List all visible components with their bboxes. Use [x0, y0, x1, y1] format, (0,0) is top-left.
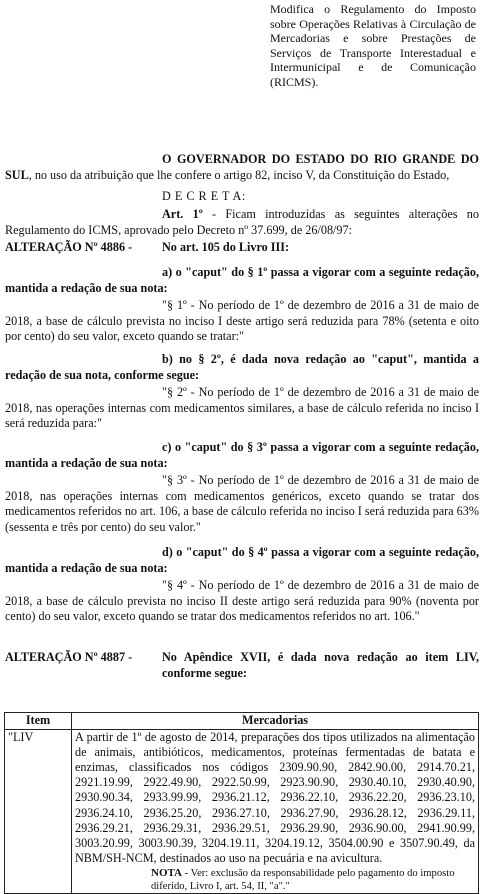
- decreta-heading: D E C R E T A:: [162, 189, 246, 203]
- alt1-title: No art. 105 do Livro III:: [162, 240, 290, 254]
- alt1-item-a-quote: "§ 1º - No período de 1º de dezembro de 2016 a 31 de maio de 2018, a base de cálculo prevista no inciso I deste artigo será reduzida para 78% (setenta e oito por cento) do seu valor, exceto quando se tratar:": [5, 298, 479, 343]
- table-header-row: [5, 713, 479, 730]
- alt1-item-b-quote: "§ 2º - No período de 1º de dezembro de 2016 a 31 de maio de 2018, nas operações internas com medicamentos similares, a base de cálculo referida no inciso I será reduzida para:": [5, 385, 479, 430]
- alt1-item-d-head: d) o "caput" do § 4º passa a vigorar com a seguinte redação, mantida a redação de sua nota:: [5, 545, 479, 575]
- col-header-item: Item: [5, 713, 72, 730]
- mercadorias-text: A partir de 1º de agosto de 2014, preparações dos tipos utilizados na alimentação de animais, antibióticos, medicamentos, proteínas fermentadas de batata e enzimas, classificados nos códigos 2309.90.90, 2842.90.00, 2914.70.21, 2921.19.99, 2922.49.90, 2922.50.99, 2923.90.90, 2930.40.10, 2930.40.90, 2930.90.34, 2933.99.99, 2936.21.12, 2936.22.10, 2936.22.20, 2936.23.10, 2936.24.10, 2936.25.20, 2936.27.10, 2936.27.90, 2936.28.12, 2936.29.11, 2936.29.21, 2936.29.31, 2936.29.51, 2936.29.90, 2936.90.00, 2941.90.99, 3003.20.99, 3003.90.39, 3204.19.11, 3204.19.12, 3504.00.90 e 3507.90.49, da NBM/SH-NCM, destinados ao uso na pecuária e na avicultura.: [75, 729, 475, 866]
- alt1-item-d-quote: "§ 4º - No período de 1º de dezembro de 2016 a 31 de maio de 2018, a base de cálculo prevista no inciso II deste artigo será reduzida para 90% (noventa por cento) do seu valor, exceto quando se tratar dos medicamentos referidos no art. 106.": [5, 578, 479, 623]
- alt1-item-c-head: c) o "caput" do § 3º passa a vigorar com a seguinte redação, mantida a redação de sua nota:: [5, 440, 479, 470]
- alt1-item-b-head: b) no § 2º, é dada nova redação ao "caput", mantida a redação de sua nota, conforme segue:: [5, 352, 479, 382]
- nota-label: NOTA: [151, 867, 182, 880]
- alt2-title: No Apêndice XVII, é dada nova redação ao item LIV, conforme segue:: [162, 650, 479, 680]
- table-row: [5, 729, 479, 894]
- alt1-item-c-quote: "§ 3º - No período de 1º de dezembro de 2016 a 31 de maio de 2018, nas operações internas com medicamentos genéricos, exceto quando se tratar dos medicamentos referidos no art. 106, a base de cálculo referida no inciso I será reduzida para 63% (sessenta e três por cento) do seu valor.": [5, 473, 479, 534]
- mercadorias-cell: [72, 729, 479, 894]
- alt1-label: ALTERAÇÃO Nº 4886 -: [5, 240, 133, 254]
- art1-label: Art. 1º: [162, 207, 203, 221]
- governor-paragraph: [5, 152, 479, 183]
- governor-text: , no uso da atribuição que lhe confere o artigo 82, inciso V, da Constituição do Estado,: [28, 167, 450, 182]
- nota-paragraph: [75, 867, 475, 893]
- item-cell: "LIV: [5, 729, 72, 894]
- mercadorias-table: [4, 712, 479, 894]
- col-header-mercadorias: Mercadorias: [72, 713, 479, 730]
- nota-text: - Ver: exclusão da responsabilidade pelo pagamento do imposto diferido, Livro I, art. 54, II, "a".": [151, 868, 455, 893]
- art1-text: - Ficam introduzidas as seguintes alterações no Regulamento do ICMS, aprovado pelo Decreto nº 37.699, de 26/08/97:: [5, 207, 479, 237]
- governor-title: O GOVERNADOR DO ESTADO DO RIO GRANDE DO SUL: [5, 152, 479, 182]
- ementa: Modifica o Regulamento do Imposto sobre Operações Relativas à Circulação de Mercadorias e sobre Prestações de Serviços de Transporte Interestadual e Intermunicipal e de Comunicação (RICMS).: [270, 2, 476, 89]
- alt2-label: ALTERAÇÃO Nº 4887 -: [5, 650, 133, 664]
- alt1-item-a-head: a) o "caput" do § 1º passa a vigorar com a seguinte redação, mantida a redação de sua nota:: [5, 265, 479, 295]
- art1-paragraph: [5, 207, 479, 238]
